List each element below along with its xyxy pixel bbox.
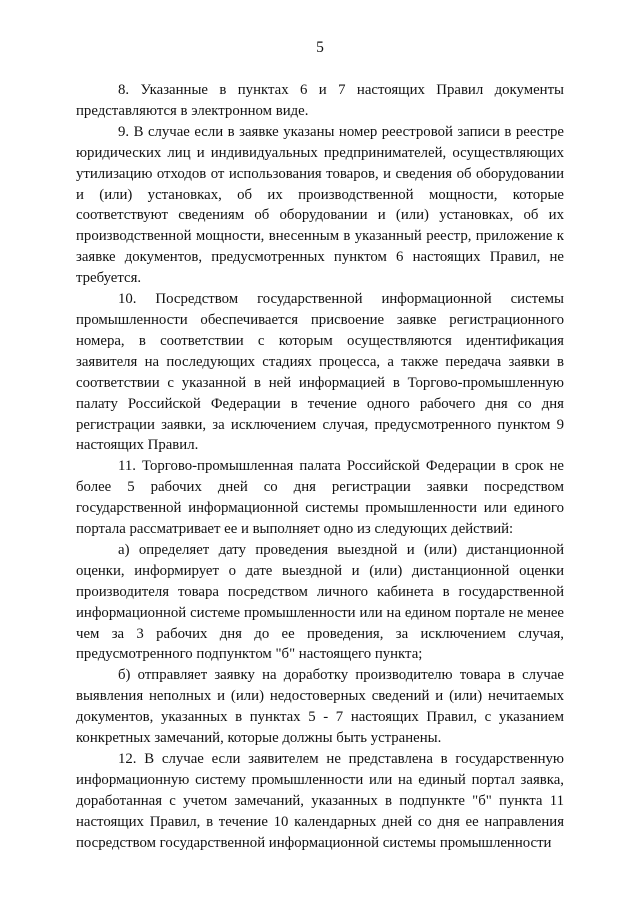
page-number: 5 bbox=[316, 39, 324, 56]
paragraph-9: 9. В случае если в заявке указаны номер реестровой записи в реестре юридических лиц и индивидуальных предпринимателей, осуществляющих утилизацию отходов от использования товаров, и сведения об оборудовании и (или) установках, об их производственной мощности, которые соответствуют сведениям об оборудовании и (или) установках, об их производственной мощности, внесенным в указанный реестр, приложение к заявке документов, предусмотренных пунктом 6 настоящих Правил, не требуется. bbox=[76, 123, 564, 287]
paragraph-10: 10. Посредством государственной информационной системы промышленности обеспечивается присвоение заявке регистрационного номера, в соответствии с которым осуществляются идентификация заявителя на последующих стадиях процесса, а также передача заявки в соответствии с указанной в ней информацией в Торгово-промышленную палату Российской Федерации в течение одного рабочего дня со дня регистрации заявки, за исключением случая, предусмотренного пунктом 9 настоящих Правил. bbox=[76, 291, 564, 454]
paragraph-12: 12. В случае если заявителем не представлена в государственную информационную систему промышленности или на единый портал заявка, доработанная с учетом замечаний, указанных в подпункте "б" пункта 11 настоящих Правил, в течение 10 календарных дней со дня ее направления посредством государственной информационной системы промышленности bbox=[76, 751, 564, 851]
paragraph-11: 11. Торгово-промышленная палата Российской Федерации в срок не более 5 рабочих дней со дня регистрации заявки посредством государственной информационной системы промышленности или единого портала рассматривает ее и выполняет одно из следующих действий: bbox=[76, 458, 564, 538]
subparagraph-11a: а) определяет дату проведения выездной и (или) дистанционной оценки, информирует о дате выездной и (или) дистанционной оценки производителя товара посредством личного кабинета в государственной информационной системе промышленности или на едином портале не менее чем за 3 рабочих дня до ее проведения, за исключением случая, предусмотренного подпунктом "б" настоящего пункта; bbox=[76, 541, 564, 663]
document-body bbox=[76, 80, 564, 854]
paragraph-8: 8. Указанные в пунктах 6 и 7 настоящих Правил документы представляются в электронном виде. bbox=[76, 82, 564, 119]
subparagraph-11b: б) отправляет заявку на доработку производителю товара в случае выявления неполных и (или) недостоверных сведений и (или) нечитаемых документов, указанных в пунктах 5 - 7 настоящих Правил, с указанием конкретных замечаний, которые должны быть устранены. bbox=[76, 667, 564, 747]
